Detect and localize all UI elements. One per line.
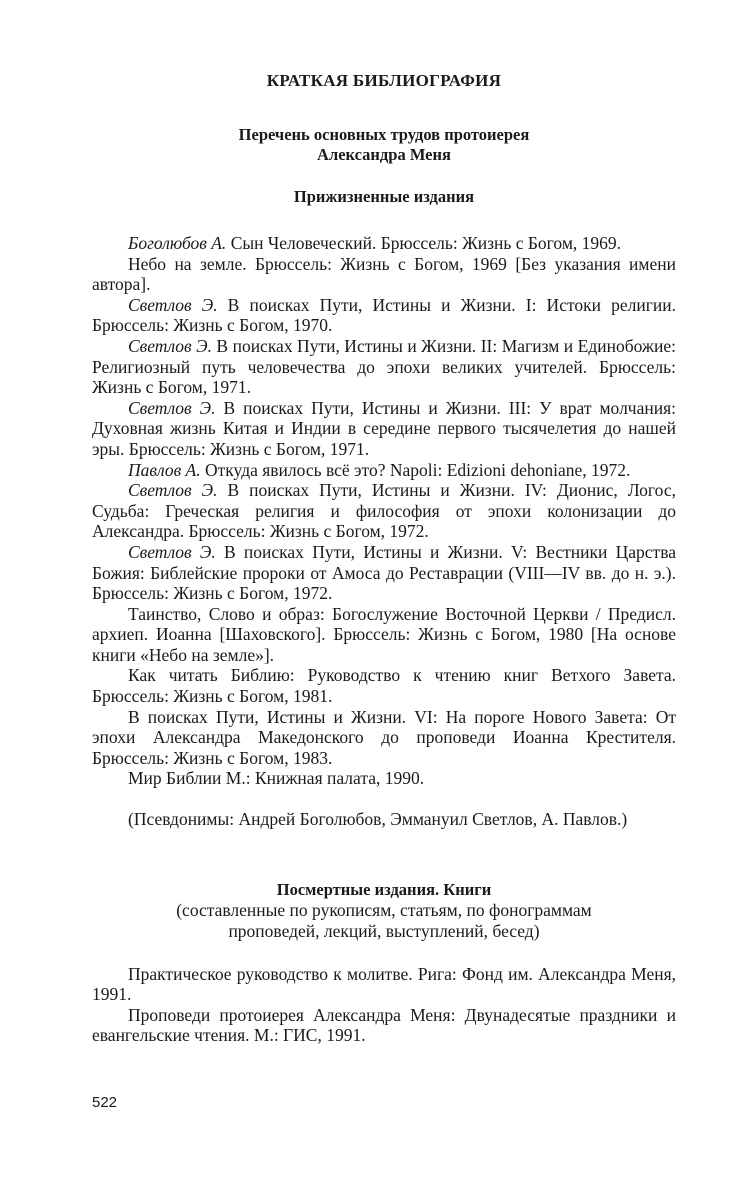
bibliography-entry: Светлов Э. В поисках Пути, Истины и Жизни. II: Магизм и Единобожие: Религиозный путь человечества до эпохи великих учителей. Брюссель: Жизнь с Богом, 1971. xyxy=(92,335,677,398)
bibliography-entry: Светлов Э. В поисках Пути, Истины и Жизни. I: Истоки религии. Брюссель: Жизнь с Богом, 1970. xyxy=(92,294,676,336)
pseudonyms-note: (Псевдонимы: Андрей Боголюбов, Эммануил Светлов, А. Павлов.) xyxy=(128,809,628,830)
bibliography-entry: Мир Библии М.: Книжная палата, 1990. xyxy=(128,768,425,789)
bibliography-entry: Светлов Э. В поисках Пути, Истины и Жизни. IV: Дионис, Логос, Судьба: Греческая религия и философия от эпохи колонизации до Александра. Брюссель: Жизнь с Богом, 1972. xyxy=(92,480,676,542)
bibliography-entry: Светлов Э. В поисках Пути, Истины и Жизни. III: У врат молчания: Духовная жизнь Китая и Индии в середине первого тысячелетия до нашей эры. Брюссель: Жизнь с Богом, 1971. xyxy=(92,397,677,459)
posthumous-entries xyxy=(92,964,676,1046)
subtitle-line-1: Перечень основных трудов протоиерея xyxy=(238,125,530,144)
posthumous-sub-line-1: (составленные по рукописям, статьям, по фонограммам xyxy=(176,899,592,920)
posthumous-sub-line-2: проповедей, лекций, выступлений, бесед) xyxy=(228,920,540,941)
bibliography-entry: Небо на земле. Брюссель: Жизнь с Богом, 1969 [Без указания имени автора]. xyxy=(92,253,676,295)
subtitle xyxy=(92,125,676,165)
bibliography-entry: Светлов Э. В поисках Пути, Истины и Жизни. V: Вестники Царства Божия: Библейские пророки от Амоса до Реставрации (VIII—IV вв. до н. э.). Брюссель: Жизнь с Богом, 1972. xyxy=(92,541,676,604)
page-content xyxy=(92,62,676,1046)
subtitle-line-2: Александра Меня xyxy=(317,145,451,164)
page-title: КРАТКАЯ БИБЛИОГРАФИЯ xyxy=(266,71,502,90)
bibliography-entry: Боголюбов А. Сын Человеческий. Брюссель: Жизнь с Богом, 1969. xyxy=(128,233,622,253)
page-number: 522 xyxy=(92,1094,118,1111)
bibliography-entry: В поисках Пути, Истины и Жизни. VI: На пороге Нового Завета: От эпохи Александра Македонского до проповеди Иоанна Крестителя. Брюссель: Жизнь с Богом, 1983. xyxy=(92,706,676,768)
bibliography-entry: Таинство, Слово и образ: Богослужение Восточной Церкви / Предисл. архиеп. Иоанна [Шаховского]. Брюссель: Жизнь с Богом, 1980 [На основе книги «Небо на земле»]. xyxy=(92,603,676,665)
lifetime-heading: Прижизненные издания xyxy=(293,187,475,206)
posthumous-subheading xyxy=(92,900,676,942)
bibliography-entry: Проповеди протоиерея Александра Меня: Двунадесятые праздники и евангельские чтения. М.: ГИС, 1991. xyxy=(92,1004,676,1046)
bibliography-entry: Практическое руководство к молитве. Рига: Фонд им. Александра Меня, 1991. xyxy=(92,963,676,1005)
bibliography-entry: Павлов А. Откуда явилось всё это? Napoli: Edizioni dehoniane, 1972. xyxy=(128,459,631,480)
lifetime-entries xyxy=(92,233,676,789)
posthumous-heading: Посмертные издания. Книги xyxy=(276,879,492,899)
bibliography-entry: Как читать Библию: Руководство к чтению книг Ветхого Завета. Брюссель: Жизнь с Богом, 1981. xyxy=(92,665,676,707)
